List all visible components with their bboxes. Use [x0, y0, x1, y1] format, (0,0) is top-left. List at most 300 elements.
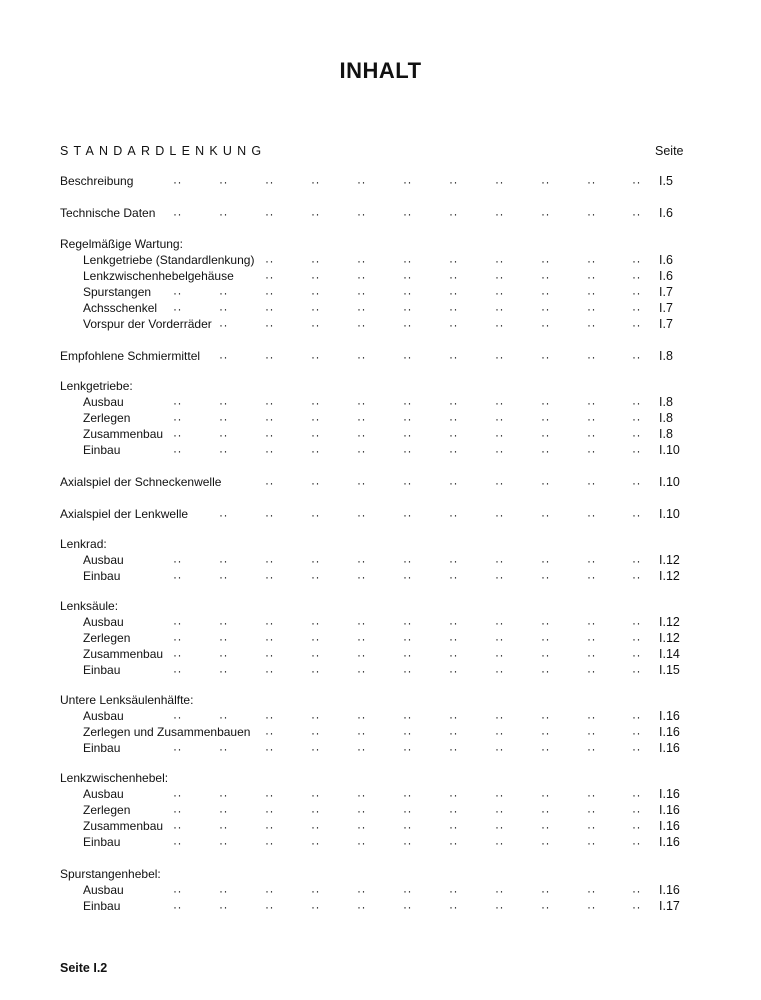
leader-dot: ··	[219, 428, 228, 442]
dot-leader	[0, 352, 690, 362]
leader-dot: ··	[632, 648, 641, 662]
leader-dot: ··	[311, 428, 320, 442]
leader-dot: ··	[541, 444, 550, 458]
leader-dot: ··	[495, 428, 504, 442]
toc-entry	[0, 725, 690, 741]
toc-entry-page: I.12	[659, 569, 680, 583]
leader-dot: ··	[219, 820, 228, 834]
toc-entry-page: I.17	[659, 899, 680, 913]
leader-dot: ··	[173, 648, 182, 662]
leader-dot: ··	[403, 788, 412, 802]
leader-dot: ··	[632, 820, 641, 834]
leader-dot: ··	[219, 788, 228, 802]
leader-dot: ··	[265, 428, 274, 442]
leader-dot: ··	[173, 900, 182, 914]
leader-dot: ··	[587, 207, 596, 221]
leader-dot: ··	[495, 554, 504, 568]
leader-dot: ··	[495, 570, 504, 584]
toc-entry	[0, 537, 690, 553]
toc-entry-page: I.16	[659, 787, 680, 801]
toc-entry-label: Lenkgetriebe:	[60, 379, 133, 393]
toc-entry	[0, 206, 690, 222]
toc-entry-label: Einbau	[83, 899, 121, 913]
leader-dot: ··	[357, 632, 366, 646]
leader-dot: ··	[311, 286, 320, 300]
leader-dot: ··	[587, 900, 596, 914]
dot-leader	[0, 414, 690, 424]
leader-dot: ··	[173, 820, 182, 834]
dot-leader	[0, 744, 690, 754]
leader-dot: ··	[541, 508, 550, 522]
leader-dot: ··	[495, 302, 504, 316]
leader-dot: ··	[403, 710, 412, 724]
toc-entry	[0, 819, 690, 835]
leader-dot: ··	[219, 710, 228, 724]
leader-dot: ··	[632, 742, 641, 756]
leader-dot: ··	[357, 207, 366, 221]
leader-dot: ··	[449, 836, 458, 850]
dot-leader	[0, 446, 690, 456]
leader-dot: ··	[311, 508, 320, 522]
leader-dot: ··	[541, 710, 550, 724]
leader-dot: ··	[587, 820, 596, 834]
toc-entry	[0, 285, 690, 301]
leader-dot: ··	[587, 444, 596, 458]
leader-dot: ··	[265, 286, 274, 300]
leader-dot: ··	[357, 476, 366, 490]
leader-dot: ··	[403, 616, 412, 630]
toc-entry-page: I.12	[659, 553, 680, 567]
toc-entry-label: Axialspiel der Lenkwelle	[60, 507, 189, 521]
leader-dot: ··	[173, 788, 182, 802]
leader-dot: ··	[357, 788, 366, 802]
leader-dot: ··	[495, 632, 504, 646]
leader-dot: ··	[403, 570, 412, 584]
leader-dot: ··	[587, 884, 596, 898]
dot-leader	[0, 510, 690, 520]
leader-dot: ··	[265, 207, 274, 221]
leader-dot: ··	[219, 570, 228, 584]
leader-dot: ··	[632, 286, 641, 300]
leader-dot: ··	[587, 286, 596, 300]
dot-leader	[0, 634, 690, 644]
dot-leader	[0, 806, 690, 816]
toc-entry-page: I.16	[659, 819, 680, 833]
leader-dot: ··	[495, 804, 504, 818]
toc-entry-label: Vorspur der Vorderräder	[83, 317, 212, 331]
toc-entry-label: Zerlegen und Zusammenbauen	[83, 725, 251, 739]
leader-dot: ··	[449, 788, 458, 802]
dot-leader	[0, 478, 690, 488]
leader-dot: ··	[173, 207, 182, 221]
leader-dot: ··	[495, 836, 504, 850]
leader-dot: ··	[632, 254, 641, 268]
leader-dot: ··	[495, 726, 504, 740]
toc-entry-label: Axialspiel der Schneckenwelle	[60, 475, 222, 489]
toc-entry	[0, 663, 690, 679]
leader-dot: ··	[357, 820, 366, 834]
leader-dot: ··	[541, 254, 550, 268]
leader-dot: ··	[403, 742, 412, 756]
toc-entry-label: Einbau	[83, 835, 121, 849]
toc-entry-label: Lenksäule:	[60, 599, 119, 613]
dot-leader	[0, 790, 690, 800]
leader-dot: ··	[403, 726, 412, 740]
leader-dot: ··	[311, 554, 320, 568]
toc-entry-label: Ausbau	[83, 615, 124, 629]
leader-dot: ··	[357, 444, 366, 458]
leader-dot: ··	[495, 900, 504, 914]
toc-entry	[0, 301, 690, 317]
leader-dot: ··	[541, 350, 550, 364]
toc-entry-page: I.16	[659, 725, 680, 739]
leader-dot: ··	[265, 664, 274, 678]
leader-dot: ··	[219, 664, 228, 678]
leader-dot: ··	[587, 412, 596, 426]
leader-dot: ··	[265, 396, 274, 410]
leader-dot: ··	[219, 900, 228, 914]
leader-dot: ··	[311, 900, 320, 914]
toc-entry-label: Lenkzwischenhebelgehäuse	[83, 269, 234, 283]
leader-dot: ··	[587, 726, 596, 740]
leader-dot: ··	[311, 254, 320, 268]
leader-dot: ··	[173, 632, 182, 646]
leader-dot: ··	[403, 270, 412, 284]
leader-dot: ··	[403, 804, 412, 818]
dot-leader	[0, 822, 690, 832]
toc-entry	[0, 899, 690, 915]
toc-entry	[0, 174, 690, 190]
leader-dot: ··	[632, 302, 641, 316]
leader-dot: ··	[632, 270, 641, 284]
leader-dot: ··	[495, 412, 504, 426]
leader-dot: ··	[311, 207, 320, 221]
leader-dot: ··	[403, 884, 412, 898]
leader-dot: ··	[541, 788, 550, 802]
dot-leader	[0, 320, 690, 330]
toc-entry-page: I.12	[659, 631, 680, 645]
section-title: STANDARDLENKUNG	[60, 144, 267, 158]
leader-dot: ··	[541, 884, 550, 898]
leader-dot: ··	[265, 632, 274, 646]
leader-dot: ··	[587, 836, 596, 850]
leader-dot: ··	[173, 664, 182, 678]
toc-entry	[0, 237, 690, 253]
leader-dot: ··	[219, 350, 228, 364]
leader-dot: ··	[311, 726, 320, 740]
leader-dot: ··	[311, 820, 320, 834]
dot-leader	[0, 902, 690, 912]
leader-dot: ··	[357, 270, 366, 284]
leader-dot: ··	[495, 270, 504, 284]
leader-dot: ··	[495, 286, 504, 300]
leader-dot: ··	[311, 664, 320, 678]
leader-dot: ··	[403, 900, 412, 914]
leader-dot: ··	[541, 726, 550, 740]
toc-entry-label: Einbau	[83, 663, 121, 677]
leader-dot: ··	[265, 836, 274, 850]
leader-dot: ··	[541, 175, 550, 189]
toc-entry	[0, 443, 690, 459]
leader-dot: ··	[265, 302, 274, 316]
dot-leader	[0, 430, 690, 440]
leader-dot: ··	[449, 270, 458, 284]
leader-dot: ··	[265, 726, 274, 740]
leader-dot: ··	[265, 350, 274, 364]
leader-dot: ··	[173, 710, 182, 724]
leader-dot: ··	[541, 632, 550, 646]
toc-entry-page: I.15	[659, 663, 680, 677]
leader-dot: ··	[632, 664, 641, 678]
toc-entry-label: Empfohlene Schmiermittel	[60, 349, 201, 363]
leader-dot: ··	[541, 664, 550, 678]
leader-dot: ··	[587, 428, 596, 442]
leader-dot: ··	[311, 648, 320, 662]
toc-entry-label: Ausbau	[83, 787, 124, 801]
leader-dot: ··	[449, 302, 458, 316]
leader-dot: ··	[541, 412, 550, 426]
leader-dot: ··	[403, 318, 412, 332]
leader-dot: ··	[541, 207, 550, 221]
dot-leader	[0, 712, 690, 722]
toc-entry	[0, 771, 690, 787]
leader-dot: ··	[357, 726, 366, 740]
leader-dot: ··	[357, 616, 366, 630]
leader-dot: ··	[495, 350, 504, 364]
toc-entry	[0, 395, 690, 411]
toc-entry	[0, 615, 690, 631]
leader-dot: ··	[311, 742, 320, 756]
toc-entry-label: Lenkrad:	[60, 537, 107, 551]
leader-dot: ··	[587, 175, 596, 189]
toc-entry	[0, 693, 690, 709]
leader-dot: ··	[219, 632, 228, 646]
toc-entry	[0, 647, 690, 663]
leader-dot: ··	[357, 428, 366, 442]
leader-dot: ··	[449, 804, 458, 818]
toc-entry-page: I.5	[659, 174, 673, 188]
leader-dot: ··	[219, 412, 228, 426]
leader-dot: ··	[311, 318, 320, 332]
leader-dot: ··	[265, 508, 274, 522]
toc-entry-label: Spurstangenhebel:	[60, 867, 161, 881]
leader-dot: ··	[541, 270, 550, 284]
toc-entry	[0, 803, 690, 819]
leader-dot: ··	[219, 884, 228, 898]
leader-dot: ··	[587, 664, 596, 678]
leader-dot: ··	[357, 648, 366, 662]
toc-entry-label: Zusammenbau	[83, 819, 164, 833]
toc-entry-page: I.6	[659, 253, 673, 267]
leader-dot: ··	[265, 270, 274, 284]
leader-dot: ··	[449, 554, 458, 568]
leader-dot: ··	[265, 318, 274, 332]
toc-entry	[0, 553, 690, 569]
leader-dot: ··	[541, 804, 550, 818]
toc-entry-page: I.10	[659, 475, 680, 489]
leader-dot: ··	[173, 302, 182, 316]
leader-dot: ··	[311, 175, 320, 189]
leader-dot: ··	[495, 884, 504, 898]
leader-dot: ··	[587, 710, 596, 724]
toc-entry-label: Ausbau	[83, 395, 124, 409]
toc-entry	[0, 867, 690, 883]
toc-entry-label: Einbau	[83, 443, 121, 457]
leader-dot: ··	[449, 570, 458, 584]
dot-leader	[0, 572, 690, 582]
leader-dot: ··	[495, 396, 504, 410]
leader-dot: ··	[357, 396, 366, 410]
leader-dot: ··	[541, 836, 550, 850]
leader-dot: ··	[632, 900, 641, 914]
leader-dot: ··	[587, 788, 596, 802]
leader-dot: ··	[632, 508, 641, 522]
leader-dot: ··	[403, 175, 412, 189]
leader-dot: ··	[587, 302, 596, 316]
leader-dot: ··	[495, 207, 504, 221]
toc-entry-label: Einbau	[83, 569, 121, 583]
leader-dot: ··	[265, 570, 274, 584]
leader-dot: ··	[265, 788, 274, 802]
leader-dot: ··	[265, 254, 274, 268]
leader-dot: ··	[219, 302, 228, 316]
toc-entry	[0, 349, 690, 365]
dot-leader	[0, 304, 690, 314]
leader-dot: ··	[403, 554, 412, 568]
toc-entry-page: I.16	[659, 741, 680, 755]
leader-dot: ··	[541, 570, 550, 584]
leader-dot: ··	[587, 476, 596, 490]
toc-entry-page: I.16	[659, 709, 680, 723]
leader-dot: ··	[311, 804, 320, 818]
leader-dot: ··	[403, 428, 412, 442]
leader-dot: ··	[587, 350, 596, 364]
leader-dot: ··	[265, 444, 274, 458]
leader-dot: ··	[632, 318, 641, 332]
leader-dot: ··	[449, 820, 458, 834]
leader-dot: ··	[632, 710, 641, 724]
leader-dot: ··	[403, 207, 412, 221]
leader-dot: ··	[541, 396, 550, 410]
leader-dot: ··	[403, 836, 412, 850]
leader-dot: ··	[541, 302, 550, 316]
dot-leader	[0, 272, 690, 282]
leader-dot: ··	[357, 804, 366, 818]
dot-leader	[0, 838, 690, 848]
leader-dot: ··	[587, 648, 596, 662]
leader-dot: ··	[173, 428, 182, 442]
leader-dot: ··	[632, 616, 641, 630]
leader-dot: ··	[495, 788, 504, 802]
toc-entry	[0, 411, 690, 427]
leader-dot: ··	[403, 444, 412, 458]
leader-dot: ··	[403, 412, 412, 426]
leader-dot: ··	[449, 726, 458, 740]
leader-dot: ··	[173, 444, 182, 458]
leader-dot: ··	[495, 318, 504, 332]
leader-dot: ··	[265, 412, 274, 426]
leader-dot: ··	[357, 286, 366, 300]
leader-dot: ··	[632, 175, 641, 189]
leader-dot: ··	[357, 554, 366, 568]
leader-dot: ··	[311, 444, 320, 458]
toc-entry-label: Zerlegen	[83, 803, 131, 817]
leader-dot: ··	[173, 286, 182, 300]
leader-dot: ··	[219, 804, 228, 818]
leader-dot: ··	[173, 884, 182, 898]
leader-dot: ··	[587, 270, 596, 284]
leader-dot: ··	[357, 742, 366, 756]
leader-dot: ··	[311, 788, 320, 802]
leader-dot: ··	[265, 616, 274, 630]
toc-entry-label: Regelmäßige Wartung:	[60, 237, 183, 251]
dot-leader	[0, 398, 690, 408]
toc-entry-page: I.10	[659, 507, 680, 521]
leader-dot: ··	[357, 302, 366, 316]
leader-dot: ··	[357, 412, 366, 426]
leader-dot: ··	[449, 286, 458, 300]
leader-dot: ··	[587, 508, 596, 522]
toc-entry-label: Zerlegen	[83, 631, 131, 645]
leader-dot: ··	[403, 350, 412, 364]
leader-dot: ··	[495, 254, 504, 268]
dot-leader	[0, 728, 690, 738]
leader-dot: ··	[449, 254, 458, 268]
toc-entry-label: Beschreibung	[60, 174, 134, 188]
leader-dot: ··	[357, 900, 366, 914]
leader-dot: ··	[357, 508, 366, 522]
leader-dot: ··	[632, 804, 641, 818]
leader-dot: ··	[403, 820, 412, 834]
leader-dot: ··	[219, 396, 228, 410]
leader-dot: ··	[265, 710, 274, 724]
leader-dot: ··	[311, 632, 320, 646]
toc-entry-page: I.14	[659, 647, 680, 661]
leader-dot: ··	[311, 836, 320, 850]
toc-entry	[0, 835, 690, 851]
leader-dot: ··	[357, 350, 366, 364]
toc-entry-page: I.16	[659, 803, 680, 817]
toc-entry	[0, 599, 690, 615]
toc-entry	[0, 317, 690, 333]
leader-dot: ··	[449, 742, 458, 756]
leader-dot: ··	[449, 648, 458, 662]
toc-entry-page: I.6	[659, 206, 673, 220]
toc-entry-page: I.12	[659, 615, 680, 629]
toc-entry-page: I.7	[659, 317, 673, 331]
leader-dot: ··	[449, 175, 458, 189]
leader-dot: ··	[449, 428, 458, 442]
leader-dot: ··	[403, 648, 412, 662]
leader-dot: ··	[219, 836, 228, 850]
leader-dot: ··	[495, 444, 504, 458]
leader-dot: ··	[449, 476, 458, 490]
leader-dot: ··	[587, 570, 596, 584]
leader-dot: ··	[541, 554, 550, 568]
leader-dot: ··	[403, 254, 412, 268]
leader-dot: ··	[449, 350, 458, 364]
leader-dot: ··	[587, 616, 596, 630]
dot-leader	[0, 288, 690, 298]
leader-dot: ··	[219, 207, 228, 221]
leader-dot: ··	[357, 175, 366, 189]
leader-dot: ··	[173, 554, 182, 568]
toc-entry-page: I.16	[659, 883, 680, 897]
leader-dot: ··	[311, 350, 320, 364]
leader-dot: ··	[403, 286, 412, 300]
leader-dot: ··	[265, 742, 274, 756]
leader-dot: ··	[357, 664, 366, 678]
